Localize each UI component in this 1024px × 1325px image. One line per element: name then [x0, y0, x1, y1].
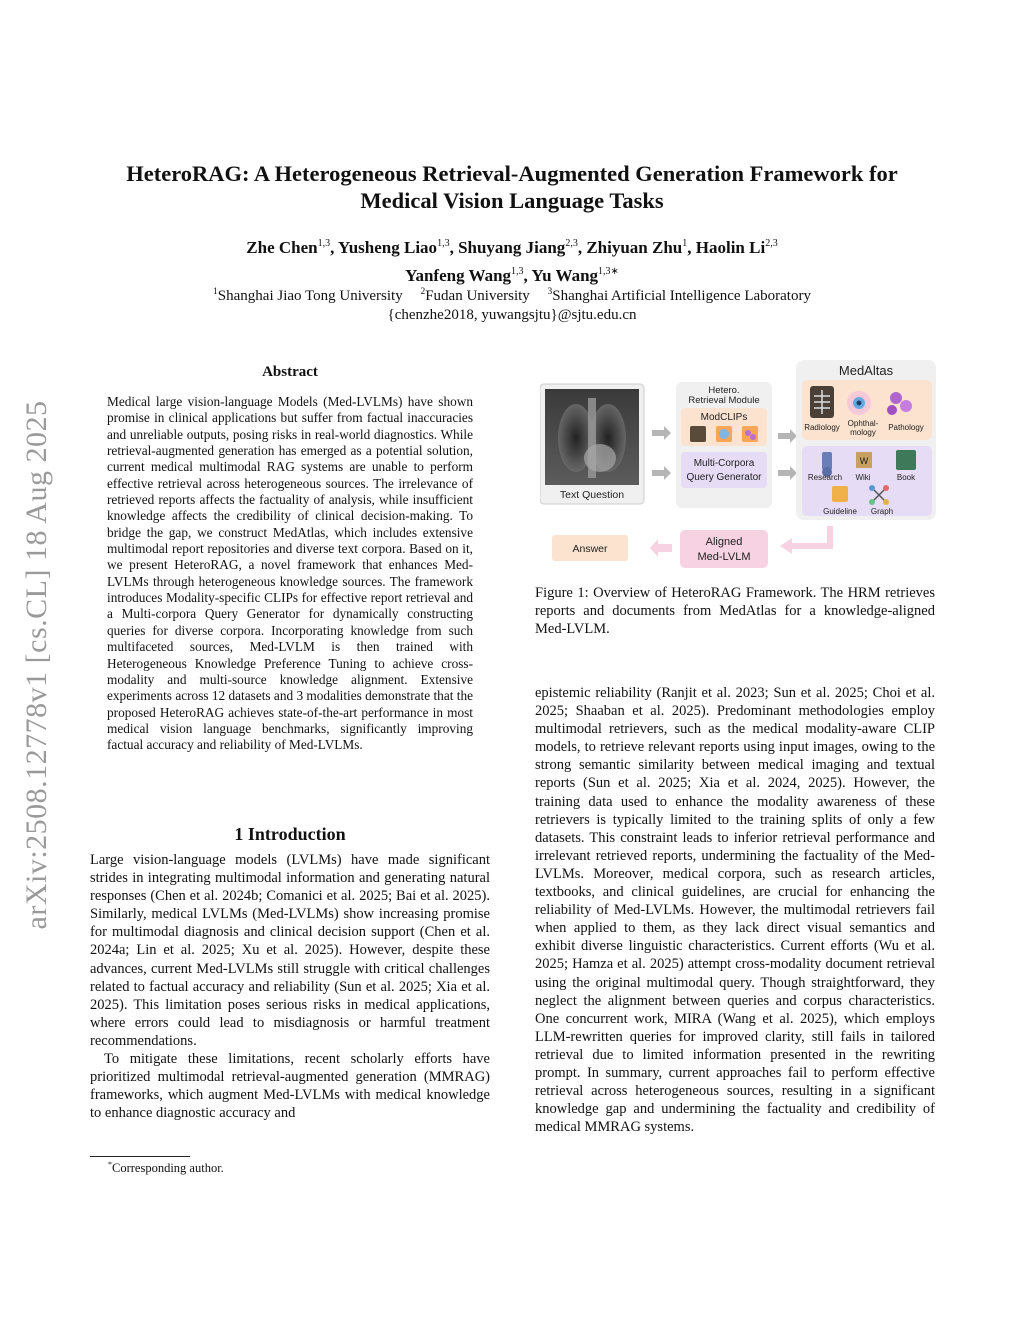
abstract-heading: Abstract: [262, 364, 318, 380]
author: Yusheng Liao$^{1,3}$: [338, 238, 450, 257]
modclips-label: ModCLIPs: [700, 412, 748, 423]
wiki-label: Wiki: [855, 473, 871, 482]
hrm-title-line-2: Retrieval Module: [688, 395, 760, 406]
author: Haolin Li$^{2,3}$: [695, 238, 778, 257]
abstract-text: Medical large vision-language Models (Med-LVLMs) have shown promise in clinical applications but suffer from factual inaccuracies and unreliable outputs, posing risks in real-world diagnostics. While retrieval-augmented generation has emerged as a potential solution, current medical multimodal RAG systems are unable to perform effective retrieval across heterogeneous sources. The irrelevance of retrieved reports affects the factuality of analysis, while insufficient knowledge affects the credibility of clinical decision-making. To bridge the gap, we construct MedAtlas, which includes extensive multimodal report repositories and diverse text corpora. Based on it, we present HeteroRAG, a novel framework that enhances Med-LVLMs through heterogeneous knowledge sources. The framework introduces Modality-specific CLIPs for effective report retrieval and a Multi-corpora Query Generator for dynamically constructing queries for diverse corpora. Incorporating knowledge from such multifaceted sources, Med-LVLM is then trained with Heterogeneous Knowledge Preference Tuning to achieve cross-modality and multi-source knowledge alignment. Extensive experiments across 12 datasets and 3 modalities demonstrate that the proposed HeteroRAG achieves state-of-the-art performance in most medical vision language benchmarks, significantly improving factual accuracy and reliability of Med-LVLMs.: [107, 394, 473, 753]
intro-body-right: epistemic reliability (Ranjit et al. 2023; Sun et al. 2025; Choi et al. 2025; Shaaban et al. 2025). Predominant methodologies employ multimodal retrievers, such as the medical modality-aware CLIP models, to retrieve relevant reports using input images, owing to the strong semantic similarity between medical imaging and textual reports (Sun et al. 2025; Xia et al. 2024, 2025). However, the training data used to enhance the modality awareness of these retrievers is typically limited to the training splits of only a few datasets. This constraint leads to inferior retrieval performance and irrelevant retrieved reports, undermining the factuality of the Med-LVLMs. Moreover, medical corpora, such as research articles, textbooks, and clinical guidelines, are crucial for enhancing the reliability of Med-LVLMs. However, the multimodal retrievers fail when applied to them, as they lack direct visual semantics and exhibit diverse linguistic characteristics. Current efforts (Wu et al. 2025; Hamza et al. 2025) attempt cross-modality document retrieval using the original multimodal query. Though straightforward, they neglect the alignment between queries and corpus characteristics. One concurrent work, MIRA (Wang et al. 2025), which employs LLM-rewritten queries for improved clarity, still fails in tailored retrieval due to limited information presented in the rewriting prompt. In summary, current approaches fail to perform effective retrieval across heterogeneous sources, resulting in a significant knowledge gap and undermining the factuality and credibility of medical MMRAG systems.: [535, 685, 935, 1136]
arrow-left-icon: [780, 538, 792, 554]
radiology-label: Radiology: [804, 423, 840, 432]
figure-1-overview: [540, 358, 940, 578]
radiology-mini-icon: [690, 426, 706, 442]
query-generator-line-2: Query Generator: [686, 472, 762, 483]
intro-paragraph-2: To mitigate these limitations, recent scholarly efforts have prioritized multimodal retrieval-augmented generation (MMRAG) frameworks, which augment Med-LVLMs with medical knowledge to enhance diagnostic accuracy and: [90, 1051, 490, 1122]
affiliation: $^2$Fudan University: [420, 287, 530, 304]
author: Zhe Chen$^{1,3}$: [246, 238, 331, 257]
book-label: Book: [896, 473, 916, 482]
figure-1-caption: Figure 1: Overview of HeteroRAG Framework. The HRM retrieves reports and documents from MedAtlas for a knowledge-aligned Med-LVLM.: [535, 585, 935, 638]
arrow-left-icon: [650, 539, 672, 557]
guideline-label: Guideline: [823, 507, 857, 516]
author: Yanfeng Wang$^{1,3}$: [405, 266, 524, 285]
intro-body-left: [90, 851, 490, 1122]
arxiv-id: arXiv:2508.12778v1 [cs.CL] 18 Aug 2025: [20, 400, 53, 930]
affiliation: $^1$Shanghai Jiao Tong University: [213, 287, 403, 304]
answer-label: Answer: [572, 543, 608, 555]
section-heading-introduction: 1 Introduction: [234, 824, 346, 844]
pathology-label: Pathology: [888, 423, 924, 432]
footnote-rule: [90, 1156, 190, 1157]
book-icon: [896, 450, 916, 470]
research-label: Research: [807, 473, 843, 482]
eye-mini-icon: [719, 429, 729, 439]
pathology-icon: [890, 392, 902, 404]
pupil-icon: [857, 401, 862, 406]
graph-label: Graph: [870, 507, 894, 516]
intro-paragraph-1: Large vision-language models (LVLMs) have made significant strides in integrating multimodal information and generating natural responses (Chen et al. 2024b; Comanici et al. 2025; Bai et al. 2025). Similarly, medical LVLMs (Med-LVLMs) show increasing promise for multimodal diagnosis and clinical decision support (Chen et al. 2024a; Lin et al. 2025; Xu et al. 2025). However, despite these advances, current Med-LVLMs still struggle with critical challenges related to factual accuracy and reliability (Sun et al. 2025; Xia et al. 2025). This limitation poses serious risks in medical applications, where errors could lead to misdiagnosis or harmful treatment recommendations.: [90, 852, 490, 1049]
query-generator-line-1: Multi-Corpora: [693, 458, 755, 469]
author: Zhiyuan Zhu$^1$: [586, 238, 688, 257]
arrow-right-icon: [778, 466, 797, 480]
arrow-right-icon: [652, 426, 671, 440]
ophthalmology-label-2: mology: [850, 428, 876, 437]
author: Shuyang Jiang$^{2,3}$: [458, 238, 578, 257]
title-line-1: HeteroRAG: A Heterogeneous Retrieval-Augmented Generation Framework for: [126, 161, 898, 186]
arrow-right-icon: [652, 466, 671, 480]
title-line-2: Medical Vision Language Tasks: [360, 188, 664, 213]
arrow-right-icon: [778, 429, 797, 443]
affiliation: $^3$Shanghai Artificial Intelligence Laboratory: [547, 287, 811, 304]
cell-icon: [887, 405, 897, 415]
paper-title: [90, 160, 934, 214]
cell-mini-icon: [750, 434, 756, 440]
cell-icon: [900, 400, 912, 412]
svg-text:W: W: [859, 456, 869, 466]
footnote: *Corresponding author.: [108, 1160, 224, 1175]
ophthalmology-label-1: Ophthal-: [847, 419, 879, 428]
email-addresses: {chenzhe2018, yuwangsjtu}@sjtu.edu.cn: [387, 307, 637, 323]
author: Yu Wang$^{1,3∗}$: [531, 266, 619, 285]
author-list: Zhe Chen$^{1,3}$, Yusheng Liao$^{1,3}$, Shuyang Jiang$^{2,3}$, Zhiyuan Zhu$^1$, Haolin Li$^{2,3}$ Yanfeng Wang$^{1,3}$, Yu Wang$^{1,3∗}$: [246, 238, 778, 285]
medatlas-title: MedAltas: [838, 363, 894, 378]
aligned-label-line-1: Aligned: [705, 536, 743, 548]
guideline-icon: [832, 486, 848, 502]
figure-1-diagram: [540, 358, 940, 578]
affiliations: [90, 283, 934, 325]
cell-mini-icon: [745, 430, 751, 436]
aligned-label-line-2: Med-LVLM: [697, 551, 751, 563]
text-question-label: Text Question: [559, 489, 625, 501]
return-arrow-line: [788, 526, 830, 546]
heart-shape: [584, 444, 616, 472]
hrm-title-line-1: Hetero.: [708, 385, 740, 396]
arxiv-side-stamp: [14, 370, 60, 960]
